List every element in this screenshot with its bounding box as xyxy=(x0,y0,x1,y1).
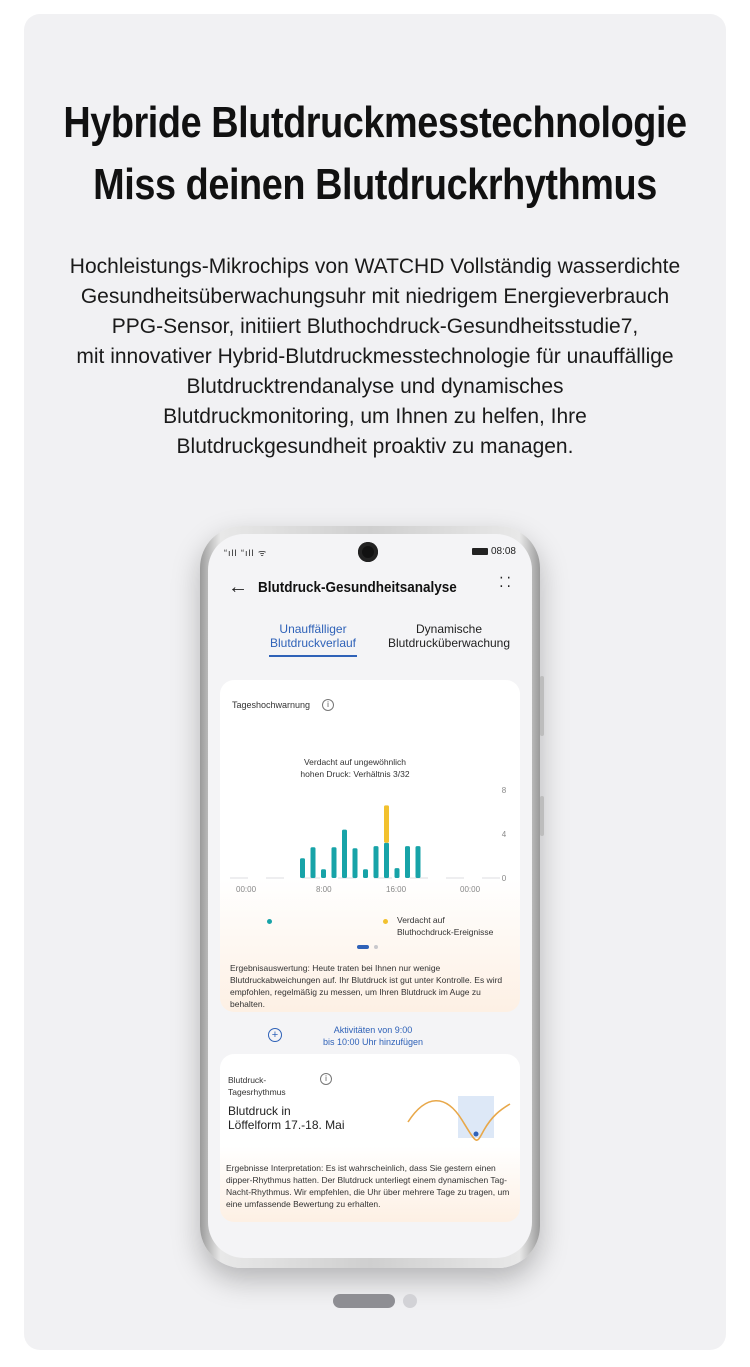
phone-power-button xyxy=(540,796,544,836)
carousel-active-dot[interactable] xyxy=(333,1294,395,1308)
chart-bar-normal xyxy=(395,868,400,878)
headline-line2: Miss deinen Blutdruckrhythmus xyxy=(93,160,657,209)
add-activity-row[interactable] xyxy=(268,1024,488,1050)
add-activity-line: bis 10:00 Uhr hinzufügen xyxy=(322,1037,424,1047)
card-title: Tageshochwarnung xyxy=(232,700,311,710)
description-line: Blutdruckgesundheit proaktiv zu managen. xyxy=(176,435,574,458)
rhythm-title xyxy=(228,1074,286,1098)
tab-label: Blutdruckverlauf xyxy=(269,636,357,650)
more-options-icon[interactable]: ⁚⁚ xyxy=(499,574,514,590)
app-bar xyxy=(224,574,516,602)
daily-warning-card xyxy=(220,680,520,1012)
y-tick-label: 8 xyxy=(501,786,507,795)
phone-screen xyxy=(208,534,532,1258)
x-tick-label: 16:00 xyxy=(386,885,407,894)
x-tick-label: 00:00 xyxy=(236,885,257,894)
chart-bar-normal xyxy=(384,843,389,878)
y-tick-label: 0 xyxy=(501,874,507,883)
tab-label: Dynamische xyxy=(415,622,483,636)
hypertension-bar-chart xyxy=(230,786,510,896)
description-line: mit innovativer Hybrid-Blutdruckmesstechnologie für unauffällige xyxy=(76,345,674,368)
caption-line: Verdacht auf ungewöhnlich xyxy=(303,757,407,767)
chart-bar-normal xyxy=(363,869,368,878)
app-title: Blutdruck-Gesundheitsanalyse xyxy=(258,579,457,596)
chart-bar-normal xyxy=(332,847,337,878)
info-icon[interactable]: i xyxy=(322,699,334,711)
chart-bar-normal xyxy=(416,846,421,878)
caption-line: hohen Druck: Verhältnis 3/32 xyxy=(300,769,410,779)
y-tick-label: 4 xyxy=(501,830,507,839)
phone-volume-button xyxy=(540,676,544,736)
chart-bar-normal xyxy=(311,847,316,878)
phone-mockup xyxy=(200,526,540,1268)
description-line: Gesundheitsüberwachungsuhr mit niedrigem Energieverbrauch xyxy=(80,285,670,308)
add-activity-label[interactable] xyxy=(308,1024,438,1048)
rhythm-title-line: Blutdruck- xyxy=(228,1075,267,1085)
legend-suspected-dot xyxy=(383,919,388,924)
chart-bar-normal xyxy=(353,848,358,878)
add-icon[interactable]: + xyxy=(268,1028,282,1042)
back-arrow-icon[interactable]: ← xyxy=(228,576,248,598)
description xyxy=(40,252,710,462)
chart-bar-suspected xyxy=(384,805,389,842)
pager-dot[interactable] xyxy=(374,945,378,949)
chart-bar-normal xyxy=(405,846,410,878)
status-time: 08:08 xyxy=(490,546,516,557)
legend-line: Bluthochdruck-Ereignisse xyxy=(397,927,494,937)
result-text: Ergebnisauswertung: Heute traten bei Ihnen nur wenige Blutdruckabweichungen auf. Ihr Blutdruck ist gut unter Kontrolle. Es wird empfohlen, regelmäßig zu messen, um Ihren Blutdruck im Auge zu behalten. xyxy=(230,963,503,1009)
daily-rhythm-card xyxy=(220,1054,520,1222)
description-line: Blutdrucktrendanalyse und dynamisches xyxy=(186,375,564,398)
chart-bar-normal xyxy=(321,869,326,878)
signal-icon: “ıll “ıll ᯤ xyxy=(224,548,268,558)
chart-bar-normal xyxy=(300,858,305,878)
tab-unobtrusive-trend[interactable] xyxy=(268,622,358,650)
status-right xyxy=(472,546,516,557)
info-icon[interactable]: i xyxy=(320,1073,332,1085)
front-camera xyxy=(358,542,378,562)
chart-bar-normal xyxy=(342,830,347,878)
legend-line: Verdacht auf xyxy=(397,915,445,925)
description-line: Hochleistungs-Mikrochips von WATCHD Vollständig wasserdichte xyxy=(69,255,681,278)
description-line: PPG-Sensor, initiiert Bluthochdruck-Gesundheitsstudie7, xyxy=(111,315,639,338)
rhythm-result-text: Ergebnisse Interpretation: Es ist wahrscheinlich, dass Sie gestern einen dipper-Rhythmus hatten. Der Blutdruck unterliegt einem dynamischen Tag-Nacht-Rhythmus. Wir empfehlen, die Uhr über mehrere Tage zu tragen, um eine umfassende Bewertung zu erhalten. xyxy=(226,1163,510,1209)
legend-suspected-label xyxy=(397,914,493,938)
rhythm-value-line: Blutdruck in xyxy=(228,1104,291,1118)
rhythm-value xyxy=(228,1104,345,1132)
rhythm-title-line: Tagesrhythmus xyxy=(228,1087,286,1097)
spoon-rhythm-curve xyxy=(406,1092,512,1142)
description-line: Blutdruckmonitoring, um Ihnen zu helfen, Ihre xyxy=(163,405,587,428)
headline-line1: Hybride Blutdruckmesstechnologie xyxy=(63,98,687,147)
tab-label: Unauffälliger xyxy=(279,622,347,636)
x-tick-label: 00:00 xyxy=(460,885,481,894)
carousel-dot[interactable] xyxy=(403,1294,417,1308)
active-tab-indicator xyxy=(269,655,357,657)
chart-caption xyxy=(280,756,430,780)
tab-dynamic-monitoring[interactable] xyxy=(384,622,514,650)
x-tick-label: 8:00 xyxy=(316,885,332,894)
rhythm-value-line: Löffelform 17.-18. Mai xyxy=(228,1118,345,1132)
legend-normal-dot xyxy=(267,919,272,924)
battery-icon xyxy=(472,548,488,555)
pager-active-dot[interactable] xyxy=(357,945,369,949)
add-activity-line: Aktivitäten von 9:00 xyxy=(333,1025,413,1035)
chart-bar-normal xyxy=(374,846,379,878)
tab-label: Blutdrucküberwachung xyxy=(387,636,511,650)
